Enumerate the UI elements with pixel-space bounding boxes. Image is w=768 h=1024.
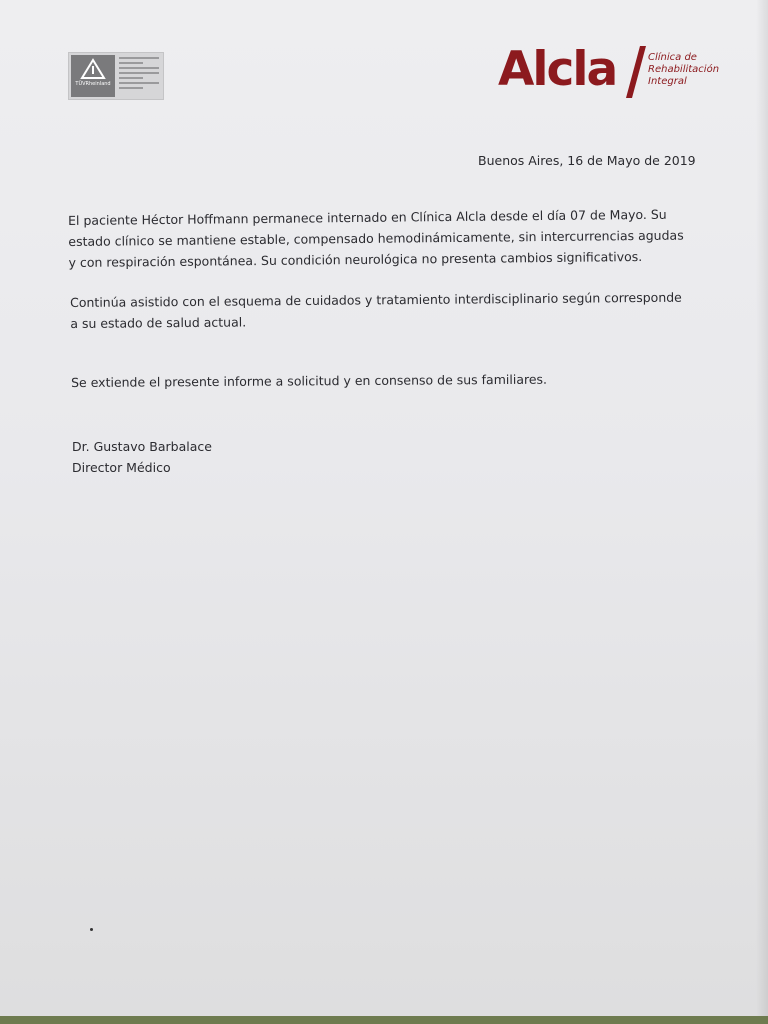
tuv-logo [71,55,115,97]
certification-badge [68,52,164,100]
brand-tagline [648,52,719,88]
paper-speck [90,928,93,931]
tagline-line-3: Integral [648,76,687,87]
clinic-logo [498,40,738,100]
paragraph-1 [68,203,719,273]
tagline-line-1: Clínica de [648,52,697,63]
paragraph-2-line: a su estado de salud actual. [70,314,247,331]
letter-date: Buenos Aires, 16 de Mayo de 2019 [478,153,696,168]
paragraph-1-line: y con respiración espontánea. Su condición neurológica no presenta cambios significativos. [68,248,643,270]
slash-mark-icon [626,46,646,98]
paragraph-1-line: El paciente Héctor Hoffmann permanece internado en Clínica Alcla desde el día 07 de Mayo. Su [68,206,667,228]
paragraph-3: Se extiende el presente informe a solicitud y en consenso de sus familiares. [71,371,548,390]
cert-text-lines [119,57,159,92]
paragraph-2 [70,286,720,334]
signature-block [72,436,212,478]
brand-name: Alcla [498,42,617,97]
cert-badge-label: TÜVRheinland [75,81,111,87]
paragraph-1-line: estado clínico se mantiene estable, compensado hemodinámicamente, sin intercurrencias agudas [68,227,684,249]
tagline-line-2: Rehabilitación [648,64,720,75]
triangle-icon [80,58,106,80]
page-shadow [756,0,768,1016]
signer-title: Director Médico [72,460,171,475]
signer-name: Dr. Gustavo Barbalace [72,439,212,454]
paragraph-2-line: Continúa asistido con el esquema de cuidados y tratamiento interdisciplinario según corresponde [70,289,682,310]
